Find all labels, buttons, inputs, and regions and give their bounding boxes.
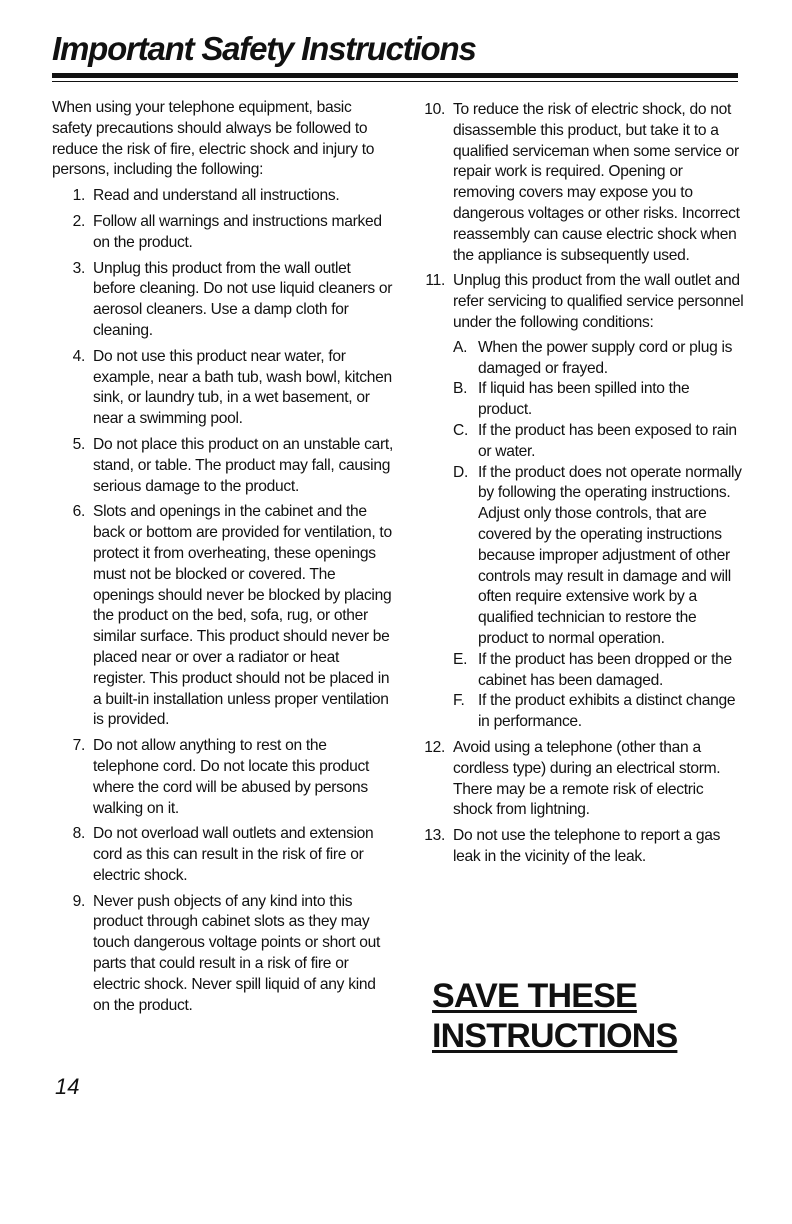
item-number: 6.	[72, 503, 85, 521]
item-body	[93, 824, 394, 886]
save-line-1: SAVE THESE	[432, 977, 637, 1015]
item-body	[93, 186, 394, 207]
instruction-item	[416, 271, 746, 733]
instruction-item	[52, 736, 394, 819]
condition-item	[453, 650, 746, 692]
title-rule-thin	[52, 81, 738, 82]
item-text: Do not use this product near water, for example, near a bath tub, wash bowl, kitchen sink, or laundry tub, in a wet basement, or near a swimming pool.	[93, 347, 392, 428]
instruction-item	[52, 212, 394, 254]
item-text: To reduce the risk of electric shock, do not disassemble this product, but take it to a qualified serviceman when some service or repair work is required. Opening or removing covers may expose you to dangerous voltages or other risks. Incorrect reassembly can cause electric shock when the appliance is subsequently used.	[453, 101, 740, 264]
item-number: 7.	[72, 737, 85, 755]
condition-letter: C.	[453, 421, 468, 439]
item-text: Avoid using a telephone (other than a cordless type) during an electrical storm. There may be a remote risk of electric shock from lightning.	[453, 738, 721, 819]
page-number: 14	[55, 1074, 80, 1099]
condition-letter: B.	[453, 380, 468, 398]
item-number: 13.	[424, 827, 445, 845]
condition-text: If liquid has been spilled into the product.	[478, 380, 690, 419]
condition-item	[453, 379, 746, 421]
item-number: 1.	[72, 187, 85, 205]
item-number: 2.	[72, 212, 85, 230]
item-text: Follow all warnings and instructions marked on the product.	[93, 212, 382, 251]
instruction-item	[52, 186, 394, 207]
condition-letter: A.	[453, 338, 468, 356]
condition-text: If the product has been dropped or the cabinet has been damaged.	[478, 650, 732, 689]
item-body	[93, 259, 394, 342]
item-body	[453, 738, 746, 821]
item-number: 12.	[424, 738, 445, 756]
condition-letter: D.	[453, 463, 468, 481]
instruction-item	[52, 502, 394, 731]
item-number: 5.	[72, 435, 85, 453]
item-text: Read and understand all instructions.	[93, 187, 340, 205]
item-text: Do not use the telephone to report a gas leak in the vicinity of the leak.	[453, 827, 721, 865]
item-number: 11.	[425, 272, 445, 290]
item-text: Never push objects of any kind into this product through cabinet slots as they may touch dangerous voltage points or short out parts that could result in a risk of fire or electric shock. Never spill liquid of any kind on the product.	[93, 892, 381, 1014]
page-title: Important Safety Instructions	[52, 30, 476, 67]
instruction-item	[52, 824, 394, 886]
save-instructions-heading	[432, 976, 677, 1056]
condition-letter: E.	[453, 650, 468, 668]
title-rule-thick	[52, 73, 738, 78]
item-body	[453, 826, 746, 868]
item-text: Do not allow anything to rest on the telephone cord. Do not locate this product where the cord will be abused by persons walking on it.	[93, 737, 370, 817]
instruction-item	[416, 738, 746, 821]
instruction-item	[52, 347, 394, 430]
instruction-item	[52, 892, 394, 1017]
save-line-2: INSTRUCTIONS	[432, 1017, 678, 1055]
item-body	[93, 892, 394, 1017]
right-instruction-list	[416, 100, 746, 868]
condition-text: If the product exhibits a distinct change in performance.	[478, 692, 736, 731]
condition-list	[453, 338, 746, 733]
item-number: 9.	[72, 892, 85, 910]
item-number: 10.	[424, 101, 445, 118]
condition-item	[453, 338, 746, 380]
item-text: Slots and openings in the cabinet and the back or bottom are provided for ventilation, to protect it from overheating, these openings must not be blocked or covered. The openings should never be blocked by placing the product on the bed, sofa, rug, or other similar surface. This product should never be placed near or over a radiator or heat register. This product should not be placed in a built-in installation unless proper ventilation is provided.	[93, 503, 392, 729]
condition-letter: F.	[453, 692, 465, 710]
item-body	[453, 271, 746, 733]
item-text: Do not overload wall outlets and extension cord as this can result in the risk of fire or electric shock.	[93, 825, 374, 884]
condition-text: When the power supply cord or plug is damaged or frayed.	[478, 338, 733, 377]
left-column	[52, 98, 394, 1016]
instruction-item	[52, 435, 394, 497]
left-instruction-list	[52, 186, 394, 1016]
item-body	[93, 736, 394, 819]
item-body	[93, 502, 394, 731]
instruction-item	[52, 259, 394, 342]
condition-item	[453, 691, 746, 733]
item-body	[453, 100, 746, 266]
item-body	[93, 435, 394, 497]
condition-text: If the product does not operate normally by following the operating instructions. Adjust only those controls, that are covered by the operating instructions because improper adjustment of other controls may result in damage and will often require extensive work by a qualified technician to restore the product to normal operation.	[478, 463, 742, 647]
instruction-item	[416, 826, 746, 868]
item-number: 3.	[72, 259, 85, 277]
item-body	[93, 212, 394, 254]
item-text: Unplug this product from the wall outlet and refer servicing to qualified service personnel under the following conditions:	[453, 272, 744, 331]
item-text: Do not place this product on an unstable cart, stand, or table. The product may fall, causing serious damage to the product.	[93, 435, 394, 495]
item-number: 8.	[72, 825, 85, 843]
condition-text: If the product has been exposed to rain or water.	[478, 421, 737, 460]
condition-item	[453, 463, 746, 650]
instruction-item	[416, 100, 746, 266]
condition-item	[453, 421, 746, 463]
right-column	[416, 100, 746, 868]
item-text: Unplug this product from the wall outlet before cleaning. Do not use liquid cleaners or aerosol cleaners. Use a damp cloth for cleaning.	[93, 259, 393, 339]
intro-paragraph: When using your telephone equipment, basic safety precautions should always be followed to reduce the risk of fire, electric shock and injury to persons, including the following:	[52, 99, 375, 179]
item-number: 4.	[72, 347, 85, 365]
item-body	[93, 347, 394, 430]
